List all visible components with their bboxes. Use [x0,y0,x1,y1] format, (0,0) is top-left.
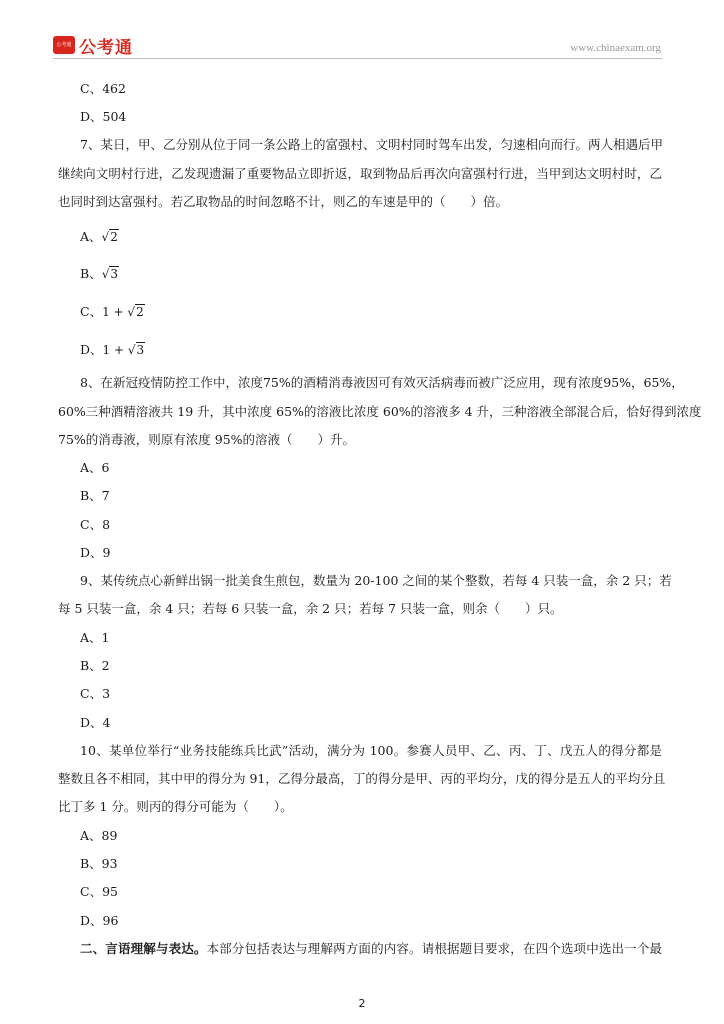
question-8-option-c: C、8 [80,517,111,532]
question-9-line-2: 每 5 只装一盒，余 4 只；若每 6 只装一盒，余 2 只；若每 7 只装一盒，则余（ ）只。 [58,601,563,616]
logo-mark: 公考通 [53,36,75,54]
question-8-option-b: B、7 [80,488,110,503]
question-10-option-c: C、95 [80,884,118,899]
option-label: C、 [80,304,103,319]
radicand: 3 [110,267,118,281]
section-heading [80,941,662,957]
question-7-line-3: 也同时到达富强村。若乙取物品的时间忽略不计，则乙的车速是甲的（ ）倍。 [58,194,509,209]
question-7-option-a [80,229,119,245]
question-8-option-d: D、9 [80,545,111,560]
sqrt-symbol: √3 [127,343,145,357]
math-expression [102,305,145,319]
question-9-option-d: D、4 [80,715,111,730]
math-expression [102,230,119,244]
question-10-option-a: A、89 [80,828,118,843]
site-url[interactable]: www.chinaexam.org [570,42,661,54]
radicand: 2 [110,230,118,244]
radicand: 2 [136,305,144,319]
question-9-line-1: 9、某传统点心新鲜出锅一批美食生煎包，数量为 20-100 之间的某个整数，若每 4 只装一盒，余 2 只；若 [80,573,672,588]
question-8-option-a: A、6 [80,460,110,475]
question-9-option-a: A、1 [80,630,110,645]
header-divider [53,58,662,59]
question-10-option-d: D、96 [80,913,119,928]
question-10-line-3: 比丁多 1 分。则丙的得分可能为（ ）。 [58,799,293,814]
math-lead: 1 + [102,305,128,319]
question-10-line-1: 10、某单位举行“业务技能练兵比武”活动，满分为 100。参赛人员甲、乙、丙、丁、戊五人的得分都是 [80,743,662,758]
question-7-option-b [80,266,119,282]
math-expression [103,343,146,357]
option-label: D、 [80,342,103,357]
page-header [0,0,724,64]
math-expression [102,267,119,281]
question-7-option-d [80,342,145,358]
logo-text: 公考通 [79,38,133,58]
option-c-prev: C、462 [80,81,126,96]
question-9-option-c: C、3 [80,686,111,701]
section-text: 本部分包括表达与理解两方面的内容。请根据题目要求，在四个选项中选出一个最 [206,941,662,956]
question-7-line-1: 7、某日，甲、乙分别从位于同一条公路上的富强村、文明村同时驾车出发，匀速相向而行。两人相遇后甲 [80,137,663,152]
math-lead: 1 + [102,343,128,357]
option-label: A、 [80,229,102,244]
sqrt-symbol: √2 [101,230,118,244]
radicand: 3 [136,343,145,357]
question-10-option-b: B、93 [80,856,118,871]
question-7-option-c [80,304,145,320]
question-8-line-2: 60%三种酒精溶液共 19 升，其中浓度 65%的溶液比浓度 60%的溶液多 4 升，三种溶液全部混合后，恰好得到浓度 [58,404,702,419]
question-10-line-2: 整数且各不相同，其中甲的得分为 91，乙得分最高，丁的得分是甲、丙的平均分，戊的得分是五人的平均分且 [58,771,666,786]
question-7-line-2: 继续向文明村行进，乙发现遗漏了重要物品立即折返，取到物品后再次向富强村行进，当甲到达文明村时，乙 [58,166,662,181]
option-label: B、 [80,266,102,281]
question-8-line-1: 8、在新冠疫情防控工作中，浓度75%的酒精消毒液因可有效灭活病毒而被广泛应用，现有浓度95%，65%， [80,375,684,390]
section-title: 二、言语理解与表达。 [80,941,207,956]
question-9-option-b: B、2 [80,658,110,673]
question-8-line-3: 75%的消毒液，则原有浓度 95%的溶液（ ）升。 [58,432,356,447]
sqrt-symbol: √2 [127,305,144,319]
sqrt-symbol: √3 [101,267,118,281]
page-number: 2 [358,997,366,1010]
option-d-prev: D、504 [80,109,127,124]
